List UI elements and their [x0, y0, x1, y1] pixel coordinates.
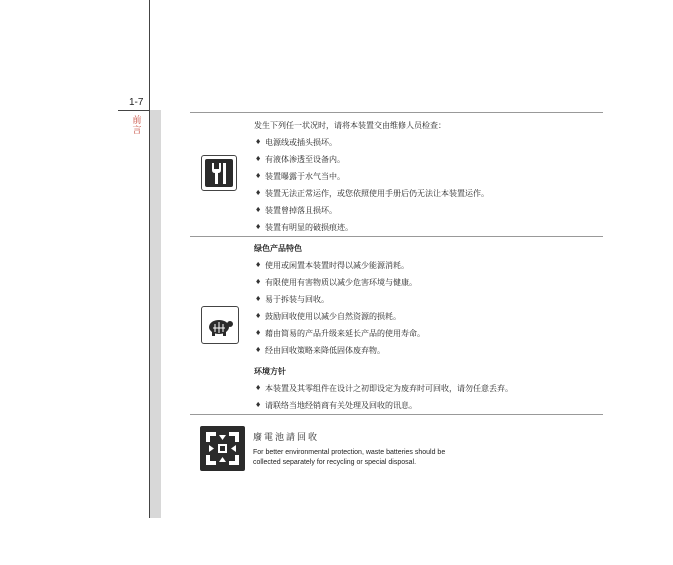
- side-bar: [150, 110, 161, 518]
- maintenance-section: [254, 117, 489, 236]
- list-item: ♦ 请联络当地经销商有关处理及回收的讯息。: [254, 397, 513, 414]
- page-number: 1-7: [129, 97, 144, 108]
- list-item: ♦ 易于拆装与回收。: [254, 291, 425, 308]
- divider-middle: [190, 236, 603, 237]
- battery-recycle-title: 廢電池請回收: [253, 433, 320, 443]
- list-item: ♦ 有液体渗透至设备内。: [254, 151, 489, 168]
- green-title: 绿色产品特色: [254, 243, 302, 253]
- turtle-icon: [205, 310, 235, 340]
- list-item: ♦ 使用或闲置本装置时得以减少能源消耗。: [254, 257, 425, 274]
- battery-text-line-1: For better environmental protection, waste batteries should be: [253, 449, 446, 456]
- list-item: ♦ 装置有明显的破损痕迹。: [254, 219, 489, 236]
- page-number-rule: [118, 110, 149, 111]
- list-item: ♦ 有限使用有害物质以减少危害环境与健康。: [254, 274, 425, 291]
- maintenance-icon-frame: [201, 155, 237, 191]
- wrench-icon: [205, 159, 233, 187]
- green-icon-frame: [201, 306, 239, 344]
- side-section-label: 前言: [132, 116, 142, 136]
- list-item: ♦ 电源线或插头损坏。: [254, 134, 489, 151]
- list-item: ♦ 藉由简易的产品升级来延长产品的使用寿命。: [254, 325, 425, 342]
- environment-title: 环境方针: [254, 366, 286, 376]
- divider-bottom: [190, 414, 603, 415]
- battery-text-line-2: collected separately for recycling or special disposal.: [253, 459, 417, 466]
- recycle-icon: [200, 426, 245, 471]
- list-item: ♦ 装置无法正常运作，或您依照使用手册后仍无法让本装置运作。: [254, 185, 489, 202]
- list-item: ♦ 本装置及其零组件在设计之初即设定为废弃时可回收，请勿任意丢弃。: [254, 380, 513, 397]
- list-item: ♦ 鼓励回收使用以减少自然资源的损耗。: [254, 308, 425, 325]
- maintenance-intro: 发生下列任一状况时，请将本装置交由维修人员检查：: [254, 121, 446, 130]
- environment-section: [254, 363, 513, 414]
- list-item: ♦ 装置曾掉落且损坏。: [254, 202, 489, 219]
- divider-top: [190, 112, 603, 113]
- battery-recycle-text: [253, 448, 445, 468]
- green-section: [254, 240, 425, 359]
- list-item: ♦ 经由回收策略来降低固体废弃物。: [254, 342, 425, 359]
- list-item: ♦ 装置曝露于水气当中。: [254, 168, 489, 185]
